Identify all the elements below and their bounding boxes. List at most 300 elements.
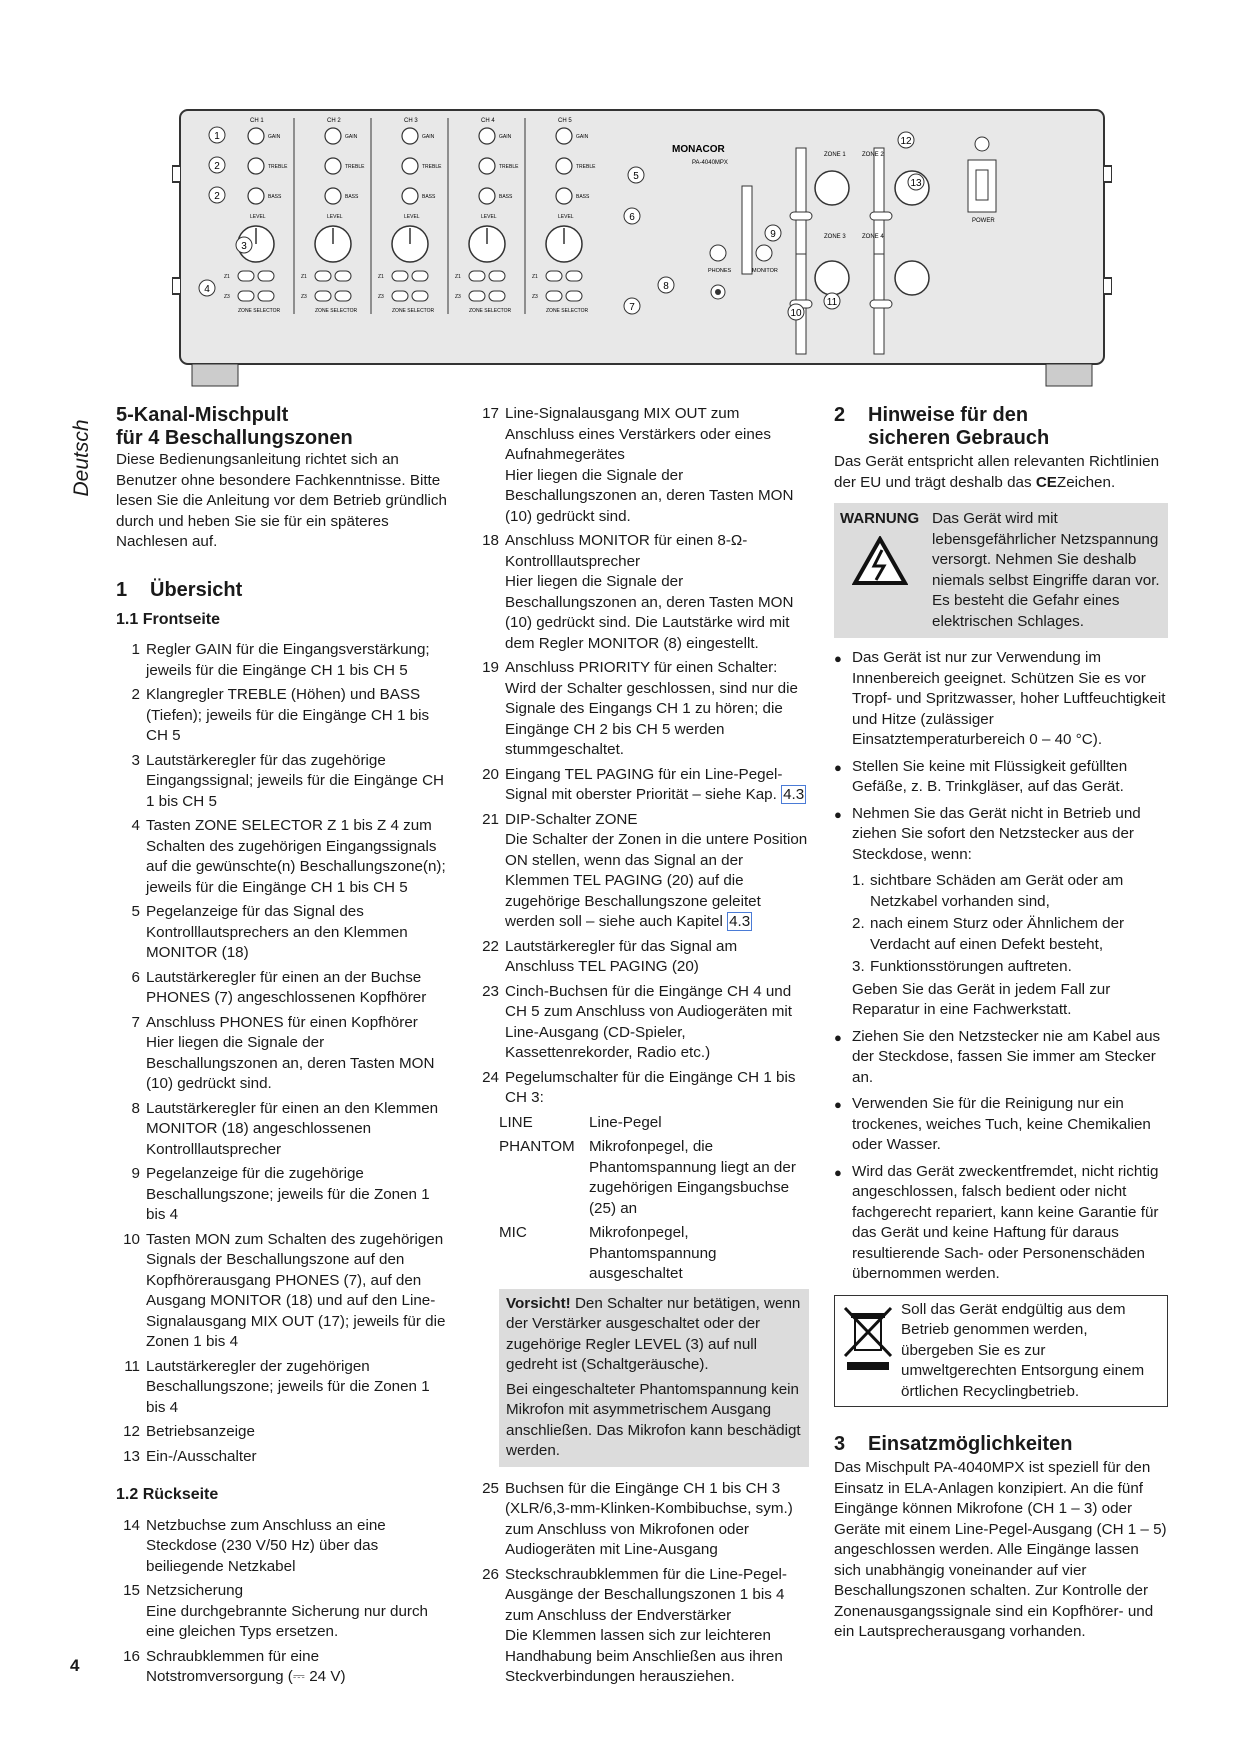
bullet-item	[834, 1162, 1168, 1285]
bass-knob	[325, 188, 341, 204]
zone-button	[335, 291, 351, 301]
callout-number: 1	[214, 131, 220, 142]
zone-button-label: Z3	[378, 294, 384, 300]
table-key: LINE	[499, 1113, 533, 1131]
zone-button	[489, 291, 505, 301]
item-main-text: Tasten ZONE SELECTOR Z 1 bis Z 4 zum Schalten des zugehörigen Eingangssignals auf die gewünschte(n) Beschallungszone(n); jeweils für die Eingänge CH 1 bis CH 5	[146, 817, 446, 896]
bullet-dot: ●	[834, 806, 842, 822]
column-2	[475, 404, 809, 1688]
zone3-level-knob	[815, 261, 849, 295]
treble-label: TREBLE	[422, 164, 442, 170]
item-subtext: Eine durchgebrannte Sicherung nur durch eine gleichen Typs ersetzen.	[146, 1602, 428, 1640]
zone-button-label: Z1	[532, 274, 538, 280]
treble-knob	[402, 158, 418, 174]
item-number: 7	[131, 1013, 140, 1031]
channel-label: CH 2	[327, 118, 341, 124]
item-main-text: Klangregler TREBLE (Höhen) und BASS (Tiefen); jeweils für die Eingänge CH 1 bis CH 5	[146, 686, 430, 744]
treble-knob	[248, 158, 264, 174]
section-1-number: 1	[116, 578, 128, 601]
mon-button-zone2	[870, 212, 892, 220]
zone1-level-knob	[815, 171, 849, 205]
electric-hazard-icon	[852, 536, 908, 586]
zone2-label: ZONE 2	[862, 152, 884, 158]
safety-bullets-2	[834, 1027, 1168, 1285]
defect-conditions-list	[834, 871, 1168, 978]
item-subtext: Hier liegen die Signale der Beschallungszonen an, deren Tasten MON (10) gedrückt sind.	[146, 1034, 435, 1092]
item-text	[505, 1565, 809, 1688]
item-number: 11	[124, 1357, 140, 1375]
bullet-dot: ●	[834, 1164, 842, 1180]
section-2-intro-text: Das Gerät entspricht allen relevanten Richtlinien der EU und trägt deshalb das	[834, 453, 1160, 491]
crossed-bin-icon	[841, 1300, 895, 1374]
power-indicator	[975, 137, 989, 151]
list-item	[475, 810, 809, 933]
item-number: 26	[482, 1565, 499, 1583]
list-item	[475, 1565, 809, 1688]
list-item	[116, 751, 450, 813]
item-main-text: Ein-/Ausschalter	[146, 1447, 257, 1465]
document-title-line2: für 4 Beschallungszonen	[116, 427, 353, 449]
item-number: 25	[482, 1479, 499, 1497]
numbered-index: 1.	[852, 872, 865, 889]
list-item	[475, 404, 809, 527]
gain-knob	[325, 128, 341, 144]
bullet-item	[834, 804, 1168, 866]
power-label: POWER	[972, 218, 995, 224]
item-number: 21	[482, 810, 499, 828]
front-items-list	[116, 640, 450, 1467]
zone-selector-label: ZONE SELECTOR	[238, 308, 281, 314]
chapter-link[interactable]: 4.3	[729, 913, 751, 930]
item-main-text: Lautstärkeregler für einen an der Buchse PHONES (7) angeschlossenen Kopfhörer	[146, 968, 427, 1006]
treble-label: TREBLE	[345, 164, 365, 170]
section-2-title-line2: sicheren Gebrauch	[868, 427, 1050, 449]
bullet-text: Nehmen Sie das Gerät nicht in Betrieb und ziehen Sie sofort den Netzstecker aus der Steckdose, wenn:	[852, 804, 1141, 863]
bullet-item	[834, 1094, 1168, 1156]
zone-button	[258, 291, 274, 301]
item-main-text: Cinch-Buchsen für die Eingänge CH 4 und CH 5 zum Anschluss von Audiogeräten mit Line-Ausgang (CD-Spieler, Kassettenrekorder, Radio etc.)	[505, 982, 793, 1061]
list-item	[475, 765, 809, 806]
bass-knob	[479, 188, 495, 204]
gain-knob	[479, 128, 495, 144]
item-text	[146, 685, 450, 747]
zone1-label: ZONE 1	[824, 152, 846, 158]
item-subtext: Die Klemmen lassen sich zur leichteren Handhabung beim Anschließen aus ihren Steckverbindungen herausziehen.	[505, 1627, 783, 1685]
caution-text: Den Schalter nur betätigen, wenn der Verstärker ausgeschaltet oder der zugehörige Regler LEVEL (3) auf null gedreht ist (Schaltgeräusche).	[506, 1294, 801, 1373]
zone-button	[546, 291, 562, 301]
channel-label: CH 5	[558, 118, 572, 124]
item-number: 4	[131, 817, 140, 834]
item-main-text: Netzbuchse zum Anschluss an eine Steckdose (230 V/50 Hz) über das beiliegende Netzkabel	[146, 1516, 386, 1575]
zone-button	[566, 291, 582, 301]
callout-number: 2	[214, 191, 220, 202]
item-text	[505, 810, 809, 933]
callout-number: 2	[214, 161, 220, 172]
zone-button	[258, 271, 274, 281]
callout-number: 6	[629, 212, 635, 223]
callout-number: 8	[663, 281, 669, 292]
section-2-heading	[834, 404, 1168, 450]
channel-label: CH 3	[404, 118, 418, 124]
zone-button-label: Z3	[224, 294, 230, 300]
section-3-title: Einsatzmöglichkeiten	[868, 1433, 1073, 1455]
bass-label: BASS	[345, 194, 359, 200]
list-item	[116, 1013, 450, 1095]
callout-number: 11	[826, 297, 838, 308]
callout-number: 12	[900, 136, 912, 147]
phones-knob	[710, 245, 726, 261]
side-tab-label: Deutsch	[70, 419, 93, 497]
side-tab-language	[62, 412, 102, 504]
section-2-title	[868, 404, 1049, 450]
warning-label-block	[840, 509, 932, 632]
zone-button	[238, 291, 254, 301]
monitor-knob	[756, 245, 772, 261]
subsection-1-1-heading: 1.1 Frontseite	[116, 610, 221, 628]
item-text	[146, 1447, 450, 1468]
section-3-text: Das Mischpult PA-4040MPX ist speziell für den Einsatz in ELA-Anlagen konzipiert. An die fünf Eingänge können Mikrofone (CH 1 – 3) oder Geräte mit einem Line-Pegel-Ausgang (CH 1 – 5) angeschlossen werden. Alle Eingänge lassen sich unabhängig voneinander auf vier Beschallungszonen schalten. Zur Kontrolle der Zonenausgangssignale sind ein Kopfhörer- und ein Lautsprecherausgang vorhanden.	[834, 1459, 1167, 1640]
section-2-number: 2	[834, 404, 846, 426]
callout-number: 9	[770, 229, 776, 240]
item-text	[146, 751, 450, 813]
section-2-intro-end: Zeichen.	[1056, 473, 1116, 491]
treble-label: TREBLE	[268, 164, 288, 170]
item-main-text: Steckschraubklemmen für die Line-Pegel-Ausgänge der Beschallungszonen 1 bis 4 zum Anschluss der Endverstärker	[505, 1565, 787, 1624]
item-main-text: Netzsicherung	[146, 1582, 244, 1599]
table-value: Mikrofonpegel, Phantomspannung ausgeschaltet	[589, 1224, 717, 1282]
zone4-label: ZONE 4	[862, 234, 884, 240]
item-main-text: Lautstärkeregler für das Signal am Anschluss TEL PAGING (20)	[505, 937, 738, 975]
zone-button-label: Z1	[224, 274, 230, 280]
item-text	[505, 765, 809, 806]
model-label: PA-4040MPX	[692, 160, 728, 166]
list-item	[116, 1516, 450, 1578]
zone-button-label: Z3	[455, 294, 461, 300]
level-switch-table	[499, 1113, 809, 1285]
numbered-text: nach einem Sturz oder Ähnlichem der Verdacht auf einen Defekt besteht,	[870, 915, 1125, 953]
treble-label: TREBLE	[576, 164, 596, 170]
list-item	[475, 1068, 809, 1109]
level-label: LEVEL	[250, 214, 266, 220]
ce-mark: CE	[1035, 473, 1057, 491]
rear-items-list	[116, 1516, 450, 1688]
list-item	[475, 937, 809, 978]
list-item	[116, 1422, 450, 1443]
treble-knob	[325, 158, 341, 174]
table-key: PHANTOM	[499, 1138, 575, 1155]
list-item	[116, 1164, 450, 1226]
bass-knob	[556, 188, 572, 204]
callout-number: 13	[910, 178, 922, 189]
list-item	[475, 982, 809, 1064]
bullet-text: Verwenden Sie für die Reinigung nur ein trockenes, weiches Tuch, keine Chemikalien oder Wasser.	[852, 1095, 1151, 1153]
warning-label: WARNUNG	[840, 510, 920, 527]
item-main-text: Anschluss MONITOR für einen 8-Ω-Kontrolllautsprecher	[505, 532, 748, 570]
bullet-item	[834, 648, 1168, 751]
item-text	[146, 902, 450, 964]
zone-button-label: Z3	[532, 294, 538, 300]
bullet-text: Das Gerät ist nur zur Verwendung im Innenbereich geeignet. Schützen Sie es vor Tropf- und Spritzwasser, hoher Luftfeuchtigkeit und Hitze (zulässiger Einsatztemperaturbereich 0 – 40 °C).	[852, 649, 1166, 748]
item-main-text: Lautstärkeregler für einen an den Klemmen MONITOR (18) angeschlossenen Kontrolllautsprecher	[146, 1099, 439, 1158]
caution-label: Vorsicht!	[506, 1294, 571, 1312]
gain-label: GAIN	[268, 134, 281, 140]
item-subtext: Hier liegen die Signale der Beschallungszonen an, deren Tasten MON (10) gedrückt sind.	[505, 466, 794, 525]
gain-knob	[556, 128, 572, 144]
item-text	[146, 1164, 450, 1226]
intro-paragraph: Diese Bedienungsanleitung richtet sich an Benutzer ohne besondere Fachkenntnisse. Bitte lesen Sie die Anleitung vor dem Betrieb gründlich durch und heben Sie sie für ein späteres Nachlesen auf.	[116, 451, 447, 550]
column-1	[116, 404, 450, 1688]
safety-bullets	[834, 648, 1168, 865]
warning-box	[834, 503, 1168, 638]
item-text	[146, 1099, 450, 1161]
list-item	[116, 816, 450, 898]
gain-label: GAIN	[576, 134, 589, 140]
item-text	[505, 1068, 809, 1109]
item-number: 6	[131, 968, 140, 986]
item-number: 23	[482, 982, 499, 1000]
section-3-heading	[834, 1433, 1168, 1456]
item-number: 22	[482, 937, 499, 955]
bass-label: BASS	[576, 194, 590, 200]
table-value: Mikrofonpegel, die Phantomspannung liegt an der zugehörigen Eingangsbuchse (25) an	[589, 1138, 796, 1217]
mon-button-zone4	[870, 300, 892, 308]
callout-number: 7	[629, 302, 635, 313]
subsection-1-2-heading: 1.2 Rückseite	[116, 1486, 219, 1503]
item-text	[146, 640, 450, 681]
phones-label: PHONES	[708, 268, 732, 274]
bass-knob	[248, 188, 264, 204]
gain-label: GAIN	[345, 134, 358, 140]
item-text	[505, 531, 809, 654]
item-text	[505, 404, 809, 527]
level-label: LEVEL	[404, 214, 420, 220]
item-text	[146, 968, 450, 1009]
gain-label: GAIN	[422, 134, 435, 140]
numbered-text: sichtbare Schäden am Gerät oder am Netzkabel vorhanden sind,	[870, 872, 1124, 910]
caution-box	[499, 1289, 809, 1467]
list-item	[475, 658, 809, 761]
gain-label: GAIN	[499, 134, 512, 140]
table-row	[499, 1137, 809, 1219]
section-2-intro	[834, 452, 1168, 493]
bullet-text: Stellen Sie keine mit Flüssigkeit gefüllten Gefäße, z. B. Trinkgläser, auf das Gerät.	[852, 757, 1128, 795]
treble-label: TREBLE	[499, 164, 519, 170]
item-text	[146, 1516, 450, 1578]
zone4-level-knob	[895, 261, 929, 295]
numbered-text: Funktionsstörungen auftreten.	[870, 958, 1072, 975]
zone-button	[469, 291, 485, 301]
column-3	[834, 404, 1168, 1643]
monitor-level-meter	[742, 186, 752, 274]
recycling-text: Soll das Gerät endgültig aus dem Betrieb genommen werden, übergeben Sie es zur umweltgerechten Entsorgung einem örtlichen Recyclingbetrieb.	[901, 1300, 1145, 1400]
item-main-text: Regler GAIN für die Eingangsverstärkung; jeweils für die Eingänge CH 1 bis CH 5	[146, 641, 430, 679]
brand-label: MONACOR	[672, 144, 725, 155]
warning-text: Das Gerät wird mit lebensgefährlicher Netzspannung versorgt. Nehmen Sie deshalb niemals selbst Eingriffe daran vor. Es besteht die Gefahr eines elektrischen Schlages.	[932, 510, 1160, 630]
page-number: 4	[70, 1656, 80, 1675]
numbered-item	[852, 914, 1168, 955]
table-key: MIC	[499, 1224, 527, 1241]
list-item	[116, 902, 450, 964]
item-number: 13	[123, 1447, 140, 1465]
item-number: 12	[123, 1423, 140, 1440]
zone-selector-label: ZONE SELECTOR	[546, 308, 589, 314]
level-label: LEVEL	[481, 214, 497, 220]
zone-button-label: Z1	[378, 274, 384, 280]
treble-knob	[479, 158, 495, 174]
bullet-text: Ziehen Sie den Netzstecker nie am Kabel aus der Steckdose, fassen Sie immer am Stecker an.	[852, 1027, 1161, 1086]
item-text	[146, 816, 450, 898]
treble-knob	[556, 158, 572, 174]
item-number: 2	[131, 686, 140, 703]
document-title-line1: 5-Kanal-Mischpult	[116, 404, 289, 426]
list-item	[116, 968, 450, 1009]
zone-button	[315, 291, 331, 301]
item-text	[505, 658, 809, 761]
bass-label: BASS	[268, 194, 282, 200]
monitor-label: MONITOR	[752, 268, 778, 274]
item-text	[505, 1479, 809, 1561]
rear-items-list-b	[475, 937, 809, 1109]
item-number: 1	[131, 641, 140, 658]
item-text	[146, 1013, 450, 1095]
item-text	[146, 1581, 450, 1643]
list-item	[116, 1230, 450, 1353]
zone-button	[392, 271, 408, 281]
list-item	[116, 1647, 450, 1688]
list-item	[116, 1581, 450, 1643]
item-text	[505, 982, 809, 1064]
caution-text-2: Bei eingeschalteter Phantomspannung kein Mikrofon mit asymmetrischem Ausgang anschließen. Das Mikrofon kann beschädigt werden.	[506, 1380, 801, 1459]
zone-button	[392, 291, 408, 301]
zone2-meter	[874, 148, 884, 258]
zone-button	[546, 271, 562, 281]
callout-number: 4	[204, 284, 210, 295]
channel-label: CH 4	[481, 118, 495, 124]
item-main-text: Schraubklemmen für eine Notstromversorgung (⎓ 24 V)	[146, 1647, 346, 1685]
table-row	[499, 1223, 809, 1285]
zone1-meter	[796, 148, 806, 258]
zone-button-label: Z1	[301, 274, 307, 280]
rear-items-list-c	[475, 1479, 809, 1688]
bass-label: BASS	[499, 194, 513, 200]
item-number: 20	[482, 765, 499, 783]
numbered-item	[852, 957, 1168, 978]
recycling-box	[834, 1295, 1168, 1408]
gain-knob	[402, 128, 418, 144]
item-main-text: Anschluss PHONES für einen Kopfhörer	[146, 1013, 418, 1031]
item-20-text: Eingang TEL PAGING für ein Line-Pegel-Signal mit oberster Priorität – siehe Kap.	[505, 765, 783, 803]
item-main-text: Lautstärkeregler für das zugehörige Eingangssignal; jeweils für die Eingänge CH 1 bis CH 5	[146, 751, 445, 810]
zone-button	[412, 271, 428, 281]
item-main-text: Betriebsanzeige	[146, 1423, 255, 1440]
section-2-title-line1: Hinweise für den	[868, 404, 1029, 426]
item-21-text: DIP-Schalter ZONE	[505, 810, 638, 828]
bullet-item	[834, 1027, 1168, 1089]
chapter-link[interactable]: 4.3	[783, 786, 805, 803]
item-subtext: Hier liegen die Signale der Beschallungszonen an, deren Tasten MON (10) gedrückt sind. Die Lautstärke wird mit dem Regler MONITOR (8) eingestellt.	[505, 573, 794, 652]
item-main-text: Line-Signalausgang MIX OUT zum Anschluss eines Verstärkers oder eines Aufnahmegerätes	[505, 405, 771, 463]
item-number: 24	[482, 1068, 499, 1086]
item-main-text: Tasten MON zum Schalten des zugehörigen Signals der Beschallungszone auf den Kopfhörerausgang PHONES (7), auf den Ausgang MONITOR (18) und auf den Line-Signalausgang MIX OUT (17); jeweils für die Zonen 1 bis 4	[146, 1230, 446, 1350]
item-number: 5	[131, 903, 140, 920]
list-item	[116, 1357, 450, 1419]
section-3-number: 3	[834, 1433, 846, 1455]
item-number: 14	[123, 1516, 140, 1534]
zone-selector-label: ZONE SELECTOR	[392, 308, 435, 314]
list-item	[116, 640, 450, 681]
numbered-index: 3.	[852, 958, 865, 975]
section-1-heading	[116, 579, 450, 602]
item-text	[146, 1647, 450, 1688]
list-item	[116, 1099, 450, 1161]
zone3-label: ZONE 3	[824, 234, 846, 240]
item-main-text: Buchsen für die Eingänge CH 1 bis CH 3 (XLR/6,3-mm-Klinken-Kombibuchse, sym.) zum Anschluss von Mikrofonen oder Audiogeräten mit Line-Ausgang	[505, 1479, 793, 1558]
numbered-item	[852, 871, 1168, 912]
zone-button	[412, 291, 428, 301]
item-main-text: Lautstärkeregler der zugehörigen Beschallungszone; jeweils für die Zonen 1 bis 4	[146, 1357, 430, 1416]
callout-number: 3	[241, 241, 247, 252]
level-label: LEVEL	[558, 214, 574, 220]
callout-number: 5	[633, 171, 639, 182]
item-number: 15	[123, 1582, 140, 1599]
mixer-front-panel-diagram	[172, 108, 1112, 398]
zone-button-label: Z1	[455, 274, 461, 280]
item-main-text: Pegelanzeige für das Signal des Kontrolllautsprechers an den Klemmen MONITOR (18)	[146, 903, 408, 961]
item-number: 17	[482, 405, 499, 422]
list-item	[475, 531, 809, 654]
item-number: 3	[131, 751, 140, 769]
zone-button	[315, 271, 331, 281]
bullet-dot: ●	[834, 759, 842, 775]
item-main-text: Pegelanzeige für die zugehörige Beschallungszone; jeweils für die Zonen 1 bis 4	[146, 1165, 430, 1223]
zone-selector-label: ZONE SELECTOR	[469, 308, 512, 314]
list-item	[116, 685, 450, 747]
channel-label: CH 1	[250, 118, 264, 124]
item-text	[505, 937, 809, 978]
list-item	[116, 1447, 450, 1468]
mon-button-zone1	[790, 212, 812, 220]
bullet-dot: ●	[834, 651, 842, 666]
item-text	[146, 1230, 450, 1353]
item-text	[146, 1422, 450, 1443]
item-number: 9	[131, 1165, 140, 1182]
bass-knob	[402, 188, 418, 204]
bullet-text: Wird das Gerät zweckentfremdet, nicht richtig angeschlossen, falsch bedient oder nicht fachgerecht repariert, kann keine Garantie für das Gerät und keine Haftung für daraus resultierende Sach- oder Personenschäden übernommen werden.	[852, 1162, 1159, 1282]
item-main-text: Pegelumschalter für die Eingänge CH 1 bis CH 3:	[505, 1068, 796, 1106]
zone-button	[489, 271, 505, 281]
zone-button	[566, 271, 582, 281]
gain-knob	[248, 128, 264, 144]
item-number: 16	[123, 1647, 140, 1665]
bullet-dot: ●	[834, 1029, 842, 1045]
repair-note: Geben Sie das Gerät in jedem Fall zur Reparatur in eine Fachwerkstatt.	[852, 980, 1111, 1018]
zone-button-label: Z3	[301, 294, 307, 300]
item-main-text: Anschluss PRIORITY für einen Schalter: Wird der Schalter geschlossen, sind nur die Signale des Eingangs CH 1 zu hören; die Eingänge CH 2 bis CH 5 werden stummgeschaltet.	[505, 659, 798, 758]
table-row	[499, 1113, 809, 1134]
rear-items-list-continued	[475, 404, 809, 761]
bass-label: BASS	[422, 194, 436, 200]
level-label: LEVEL	[327, 214, 343, 220]
bullet-dot: ●	[834, 1097, 842, 1112]
callout-number: 10	[790, 308, 802, 319]
section-1-title: Übersicht	[150, 578, 243, 601]
numbered-index: 2.	[852, 915, 865, 932]
item-number: 19	[482, 659, 499, 676]
zone-button	[335, 271, 351, 281]
zone-selector-label: ZONE SELECTOR	[315, 308, 358, 314]
zone-button	[238, 271, 254, 281]
item-number: 10	[123, 1230, 140, 1248]
